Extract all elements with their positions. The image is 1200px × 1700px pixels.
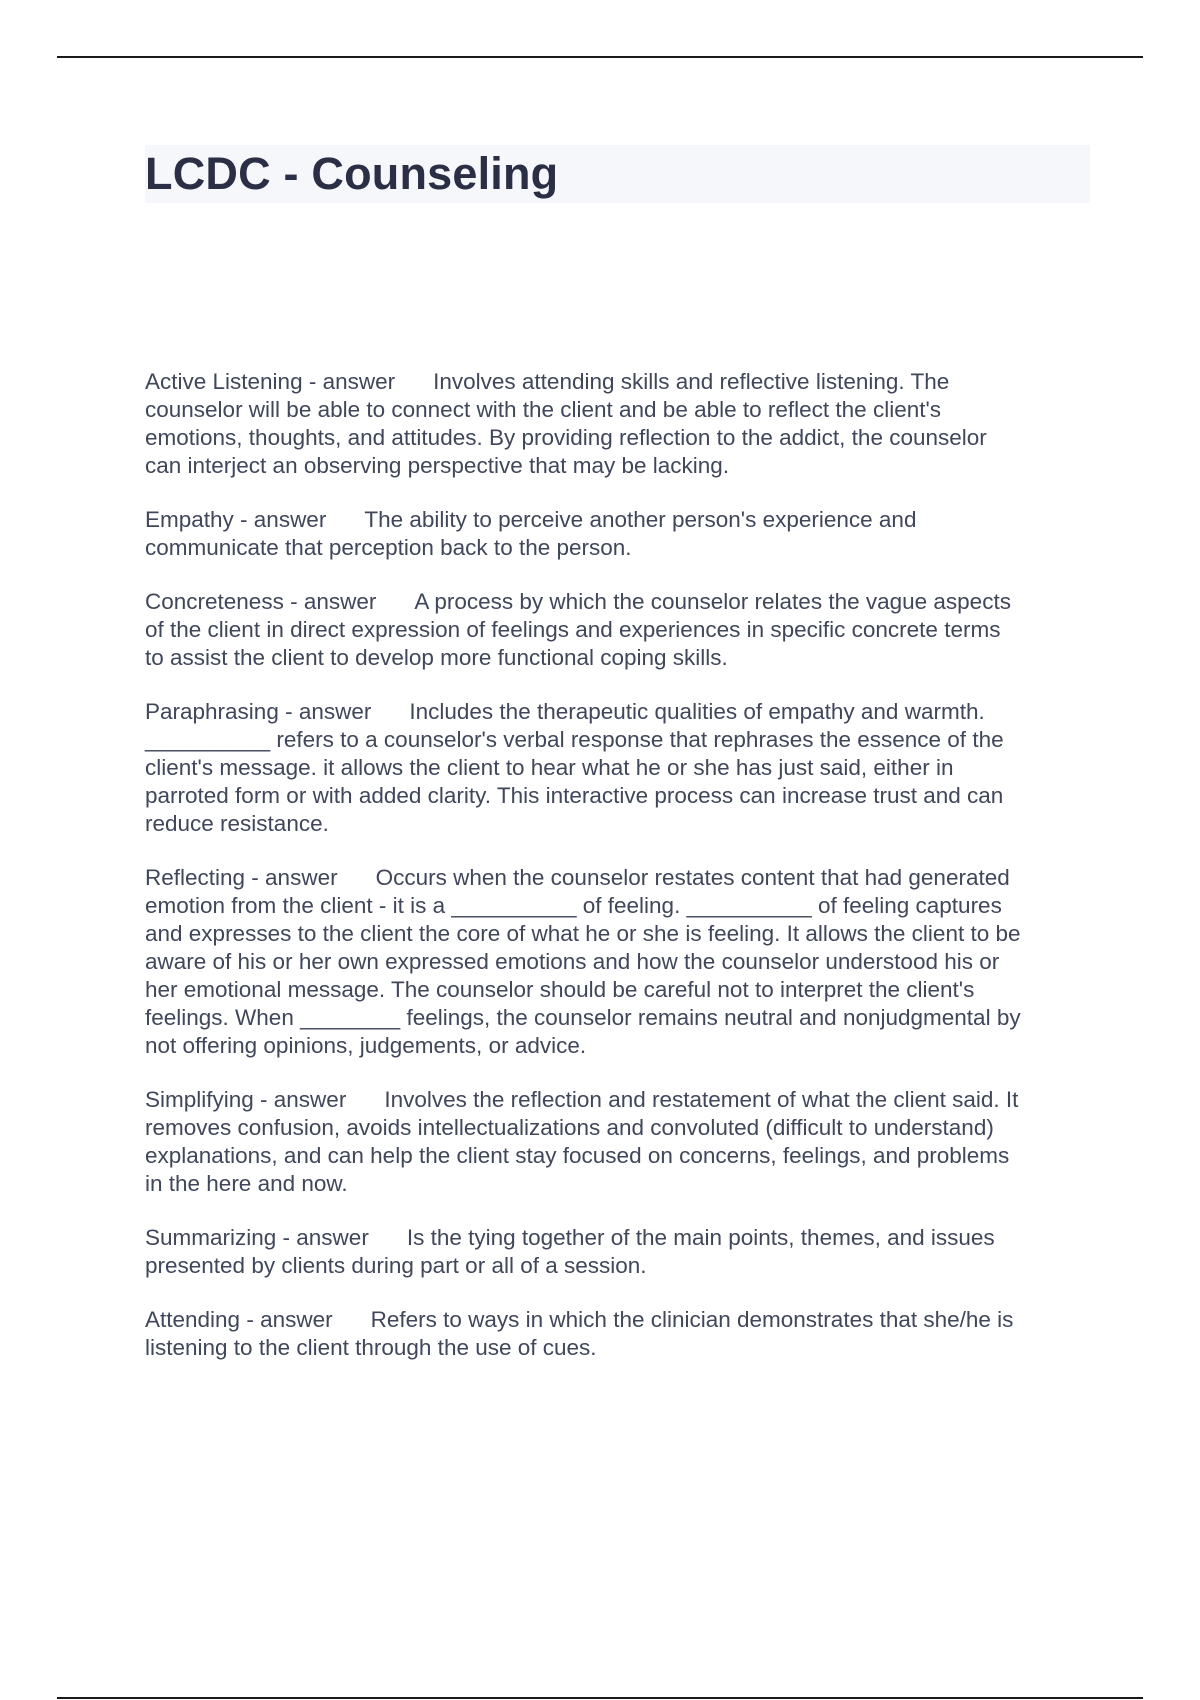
entry-first-line	[145, 1224, 1090, 1252]
entry-definition-line: feelings. When ________ feelings, the counselor remains neutral and nonjudgmental by	[145, 1005, 1021, 1030]
entry-term: Concreteness - answer	[145, 589, 377, 614]
flashcard-entry	[145, 368, 1090, 480]
entry-first-line	[145, 1086, 1090, 1114]
entry-definition-line: reduce resistance.	[145, 811, 329, 836]
entry-term: Empathy - answer	[145, 507, 327, 532]
entry-definition-line: Is the tying together of the main points, themes, and issues	[406, 1225, 995, 1250]
entry-definition-line: communicate that perception back to the person.	[145, 535, 632, 560]
entry-definition-line: emotions, thoughts, and attitudes. By providing reflection to the addict, the counselor	[145, 425, 987, 450]
page-title: LCDC - Counseling	[145, 148, 559, 199]
entry-term: Simplifying - answer	[145, 1087, 347, 1112]
entry-definition-line: can interject an observing perspective that may be lacking.	[145, 453, 730, 478]
entry-definition-line: to assist the client to develop more functional coping skills.	[145, 645, 728, 670]
entry-first-line	[145, 368, 1090, 396]
entry-term: Paraphrasing - answer	[145, 699, 372, 724]
entry-definition-line: removes confusion, avoids intellectualizations and convoluted (difficult to understand)	[145, 1115, 994, 1140]
entry-definition-line: Refers to ways in which the clinician demonstrates that she/he is	[370, 1307, 1014, 1332]
entry-term: Reflecting - answer	[145, 865, 338, 890]
flashcard-entry	[145, 588, 1090, 672]
entry-definition-line: A process by which the counselor relates the vague aspects	[414, 589, 1011, 614]
entry-definition-line: client's message. it allows the client to hear what he or she has just said, either in	[145, 755, 954, 780]
entry-term: Summarizing - answer	[145, 1225, 369, 1250]
entry-first-line	[145, 506, 1090, 534]
flashcard-entry	[145, 506, 1090, 562]
entry-first-line	[145, 588, 1090, 616]
entry-first-line	[145, 1306, 1090, 1334]
entry-definition-line: and expresses to the client the core of what he or she is feeling. It allows the client to be	[145, 921, 1021, 946]
entry-definition-line: aware of his or her own expressed emotions and how the counselor understood his or	[145, 949, 1000, 974]
flashcard-list	[145, 368, 1090, 1388]
entry-definition-line: counselor will be able to connect with the client and be able to reflect the client's	[145, 397, 942, 422]
entry-definition-line: Occurs when the counselor restates content that had generated	[375, 865, 1010, 890]
entry-definition-line: presented by clients during part or all of a session.	[145, 1253, 647, 1278]
entry-term: Active Listening - answer	[145, 369, 396, 394]
header-rule	[57, 56, 1143, 58]
flashcard-entry	[145, 1224, 1090, 1280]
entry-definition-line: parroted form or with added clarity. This interactive process can increase trust and can	[145, 783, 1004, 808]
entry-first-line	[145, 698, 1090, 726]
entry-definition-line: Involves attending skills and reflective listening. The	[433, 369, 950, 394]
entry-definition-line: explanations, and can help the client stay focused on concerns, feelings, and problems	[145, 1143, 1010, 1168]
entry-definition-line: not offering opinions, judgements, or advice.	[145, 1033, 587, 1058]
entry-definition-line: of the client in direct expression of feelings and experiences in specific concrete terms	[145, 617, 1001, 642]
entry-first-line	[145, 864, 1090, 892]
entry-definition-line: __________ refers to a counselor's verbal response that rephrases the essence of the	[145, 727, 1004, 752]
flashcard-entry	[145, 864, 1090, 1060]
entry-definition-line: emotion from the client - it is a __________ of feeling. __________ of feeling captures	[145, 893, 1002, 918]
entry-definition-line: listening to the client through the use of cues.	[145, 1335, 597, 1360]
entry-definition-line: her emotional message. The counselor should be careful not to interpret the client's	[145, 977, 975, 1002]
flashcard-entry	[145, 698, 1090, 838]
entry-definition-line: The ability to perceive another person's experience and	[364, 507, 917, 532]
flashcard-entry	[145, 1306, 1090, 1362]
entry-definition-line: in the here and now.	[145, 1171, 348, 1196]
entry-definition-line: Includes the therapeutic qualities of empathy and warmth.	[409, 699, 985, 724]
entry-definition-line: Involves the reflection and restatement of what the client said. It	[384, 1087, 1019, 1112]
entry-term: Attending - answer	[145, 1307, 333, 1332]
flashcard-entry	[145, 1086, 1090, 1198]
footer-rule	[57, 1697, 1143, 1699]
